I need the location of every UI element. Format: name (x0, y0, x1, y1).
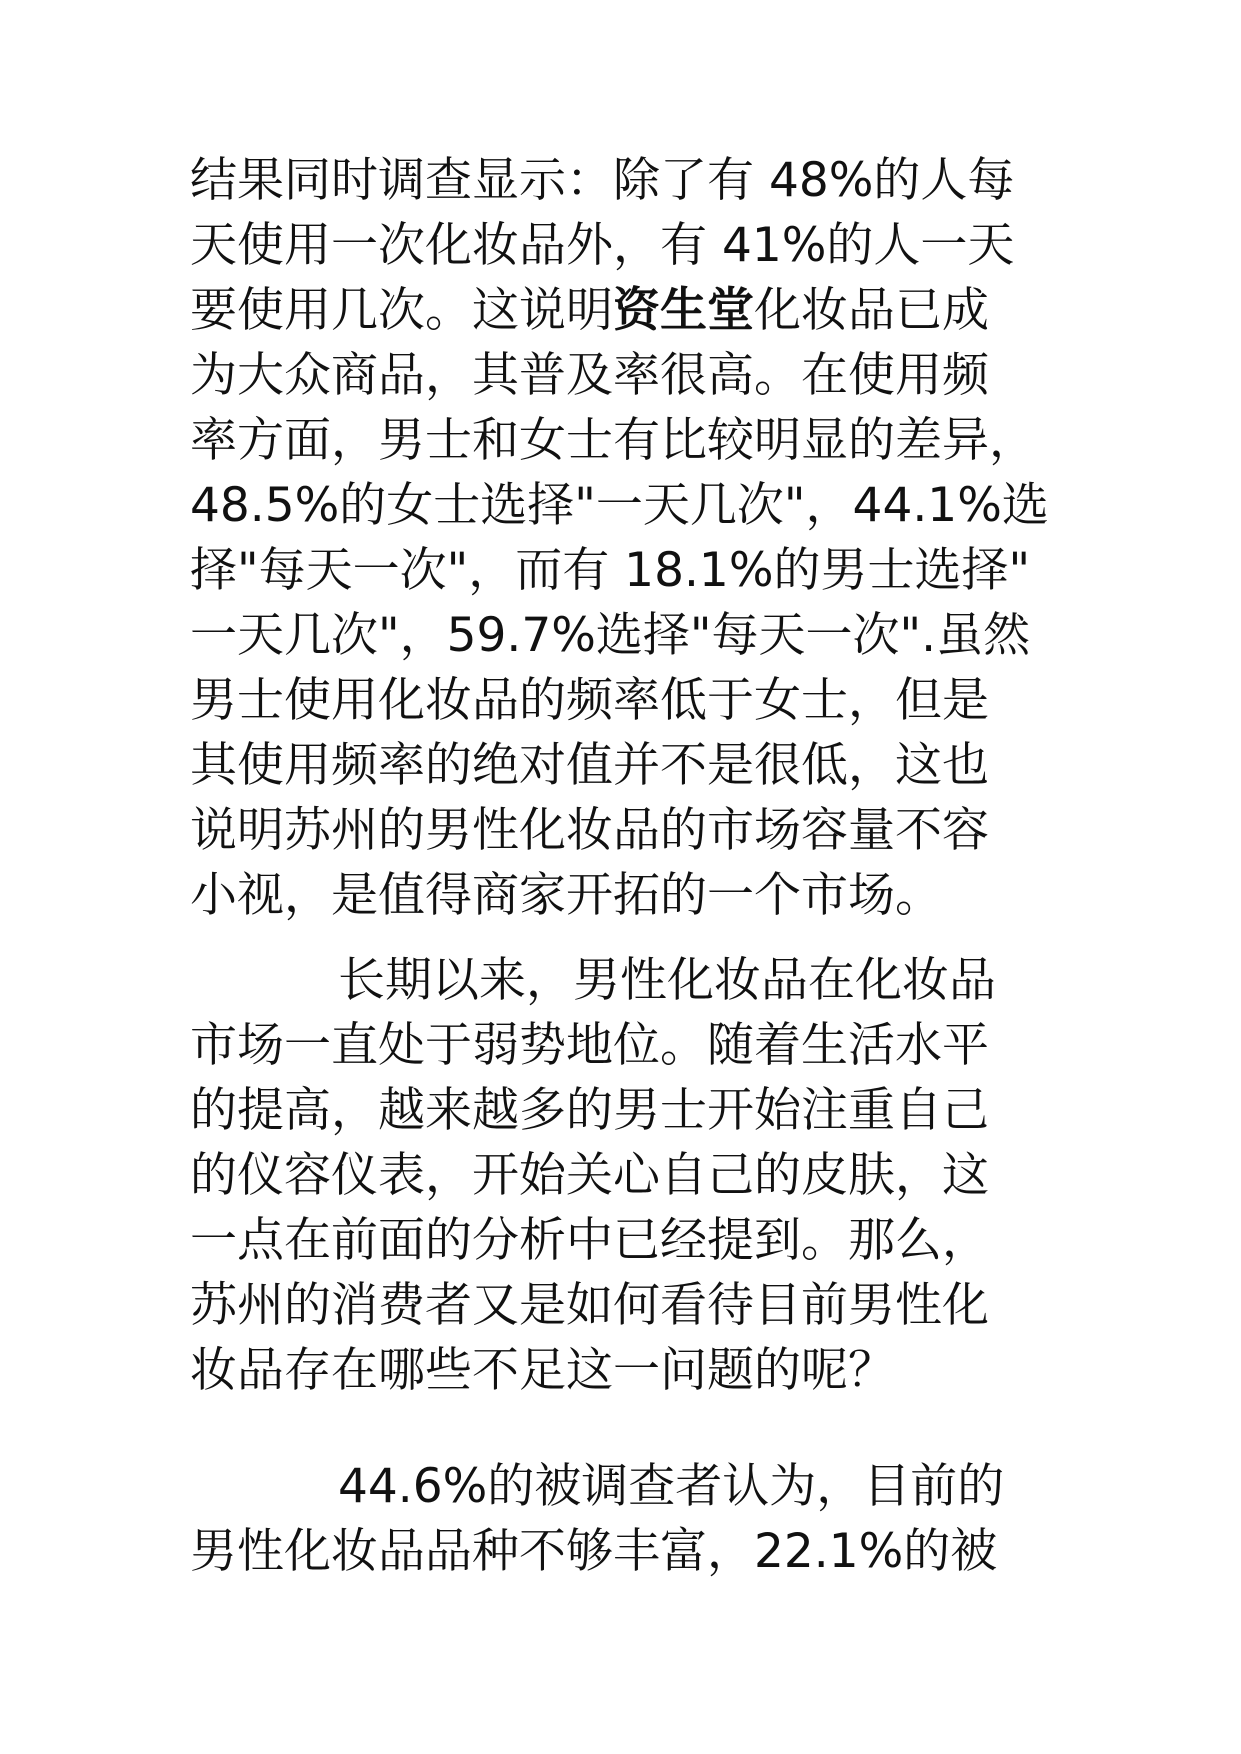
text-line: 说明苏州的男性化妆品的市场容量不容 (190, 803, 989, 858)
text-line: 的仪容仪表，开始关心自己的皮肤，这 (190, 1148, 989, 1203)
text-line: 男士使用化妆品的频率低于女士，但是 (190, 673, 989, 728)
text-line-segment: 要使用几次。这说明 (190, 283, 613, 338)
text-line: 苏州的消费者又是如何看待目前男性化 (190, 1278, 989, 1333)
text-line (190, 278, 1060, 343)
text-line: 男性化妆品品种不够丰富，22.1%的被 (190, 1524, 998, 1579)
text-line: 一天几次"，59.7%选择"每天一次".虽然 (190, 608, 1031, 663)
paragraph-product-variety (190, 1454, 1060, 1584)
brand-name-link[interactable]: 资生堂 (613, 283, 754, 338)
paragraph-market-position (190, 948, 1060, 1403)
text-line: 一点在前面的分析中已经提到。那么， (190, 1213, 989, 1268)
text-line: 的提高，越来越多的男士开始注重自己 (190, 1083, 989, 1138)
text-line: 市场一直处于弱势地位。随着生活水平 (190, 1018, 989, 1073)
text-line: 44.6%的被调查者认为，目前的 (338, 1459, 1005, 1514)
paragraph-survey-frequency (190, 148, 1060, 928)
text-line: 择"每天一次"，而有 18.1%的男士选择" (190, 543, 1031, 598)
text-line: 其使用频率的绝对值并不是很低，这也 (190, 738, 989, 793)
text-line: 小视，是值得商家开拓的一个市场。 (190, 868, 942, 923)
text-line: 48.5%的女士选择"一天几次"，44.1%选 (190, 478, 1049, 533)
text-line-segment: 化妆品已成 (754, 283, 989, 338)
text-line: 长期以来，男性化妆品在化妆品 (338, 953, 996, 1008)
text-line: 妆品存在哪些不足这一问题的呢？ (190, 1343, 895, 1398)
text-line: 为大众商品，其普及率很高。在使用频 (190, 348, 989, 403)
text-line: 结果同时调查显示：除了有 48%的人每 (190, 153, 1015, 208)
text-line: 天使用一次化妆品外，有 41%的人一天 (190, 218, 1015, 273)
text-line: 率方面，男士和女士有比较明显的差异， (190, 413, 1036, 468)
